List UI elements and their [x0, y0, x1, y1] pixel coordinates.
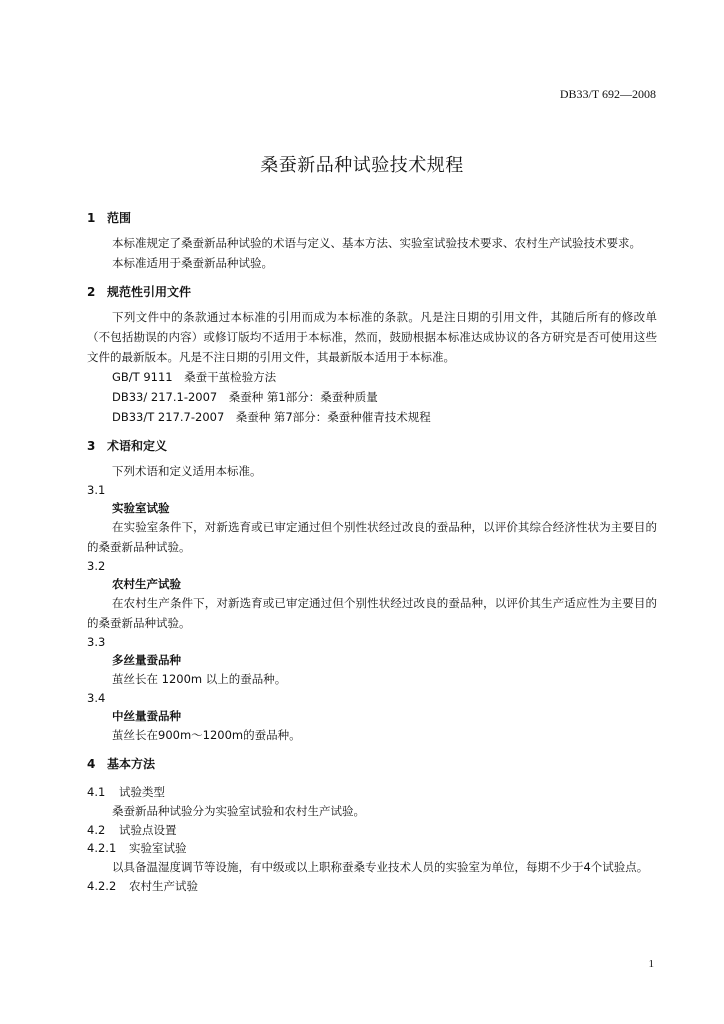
subsection-number: 4.2: [87, 823, 106, 837]
reference-item: GB/T 9111 桑蚕干茧检验方法: [112, 370, 277, 384]
subsection-heading: [87, 821, 657, 839]
section-number: 1: [87, 211, 96, 225]
term-definition: 茧丝长在900m～1200m的蚕品种。: [112, 728, 301, 742]
paragraph: 下列文件中的条款通过本标准的引用而成为本标准的条款。凡是注日期的引用文件，其随后所有的修改单（不包括勘误的内容）或修订版均不适用于本标准，然而，鼓励根据本标准达成协议的各方研究是否可使用这些文件的最新版本。凡是不注日期的引用文件，其最新版本适用于本标准。: [87, 310, 657, 364]
document-title: 桑蚕新品种试验技术规程: [260, 155, 464, 176]
document-number: DB33/T 692—2008: [559, 87, 656, 101]
paragraph: 下列术语和定义适用本标准。: [112, 464, 262, 478]
section-title: 基本方法: [107, 757, 156, 771]
reference-item: DB33/T 217.7-2007 桑蚕种 第7部分：桑蚕种催青技术规程: [112, 410, 431, 424]
paragraph: 本标准规定了桑蚕新品种试验的术语与定义、基本方法、实验室试验技术要求、农村生产试验技术要求。: [112, 236, 641, 250]
subsubsection-number: 4.2.1: [87, 841, 117, 855]
term-name: 中丝量蚕品种: [112, 709, 181, 723]
paragraph: 以具备温湿度调节等设施，有中级或以上职称蚕桑专业技术人员的实验室为单位，每期不少于4个试验点。: [112, 860, 649, 874]
paragraph: 本标准适用于桑蚕新品种试验。: [112, 256, 273, 270]
term-number: 3.1: [87, 483, 106, 497]
subsection-title: 试验类型: [119, 785, 165, 799]
subsubsection-title: 农村生产试验: [129, 879, 198, 893]
subsubsection-heading: [87, 877, 657, 895]
section-number: 3: [87, 439, 96, 453]
section-heading: [87, 755, 657, 773]
section-number: 2: [87, 285, 96, 299]
section-title: 范围: [107, 211, 132, 225]
term-definition: 在实验室条件下，对新选育或已审定通过但个别性状经过改良的蚕品种，以评价其综合经济性状为主要目的的桑蚕新品种试验。: [87, 520, 657, 554]
term-number: 3.2: [87, 559, 106, 573]
subsubsection-number: 4.2.2: [87, 879, 117, 893]
term-name: 多丝量蚕品种: [112, 653, 181, 667]
section-title: 术语和定义: [107, 439, 168, 453]
section-title: 规范性引用文件: [107, 285, 192, 299]
term-number: 3.3: [87, 635, 106, 649]
subsubsection-title: 实验室试验: [129, 841, 187, 855]
term-definition: 在农村生产条件下，对新选育或已审定通过但个别性状经过改良的蚕品种，以评价其生产适应性为主要目的的桑蚕新品种试验。: [87, 596, 657, 630]
section-heading: [87, 283, 657, 301]
section-heading: [87, 209, 657, 227]
term-name: 实验室试验: [112, 501, 170, 515]
term-number: 3.4: [87, 691, 106, 705]
subsection-title: 试验点设置: [119, 823, 177, 837]
subsubsection-heading: [87, 839, 657, 857]
document-body: [87, 209, 657, 895]
reference-item: DB33/ 217.1-2007 桑蚕种 第1部分：桑蚕种质量: [112, 390, 378, 404]
subsection-number: 4.1: [87, 785, 106, 799]
section-heading: [87, 437, 657, 455]
term-definition: 茧丝长在 1200m 以上的蚕品种。: [112, 672, 287, 686]
page-number: 1: [648, 958, 654, 970]
section-number: 4: [87, 757, 96, 771]
paragraph: 桑蚕新品种试验分为实验室试验和农村生产试验。: [112, 804, 365, 818]
term-name: 农村生产试验: [112, 577, 181, 591]
subsection-heading: [87, 783, 657, 801]
